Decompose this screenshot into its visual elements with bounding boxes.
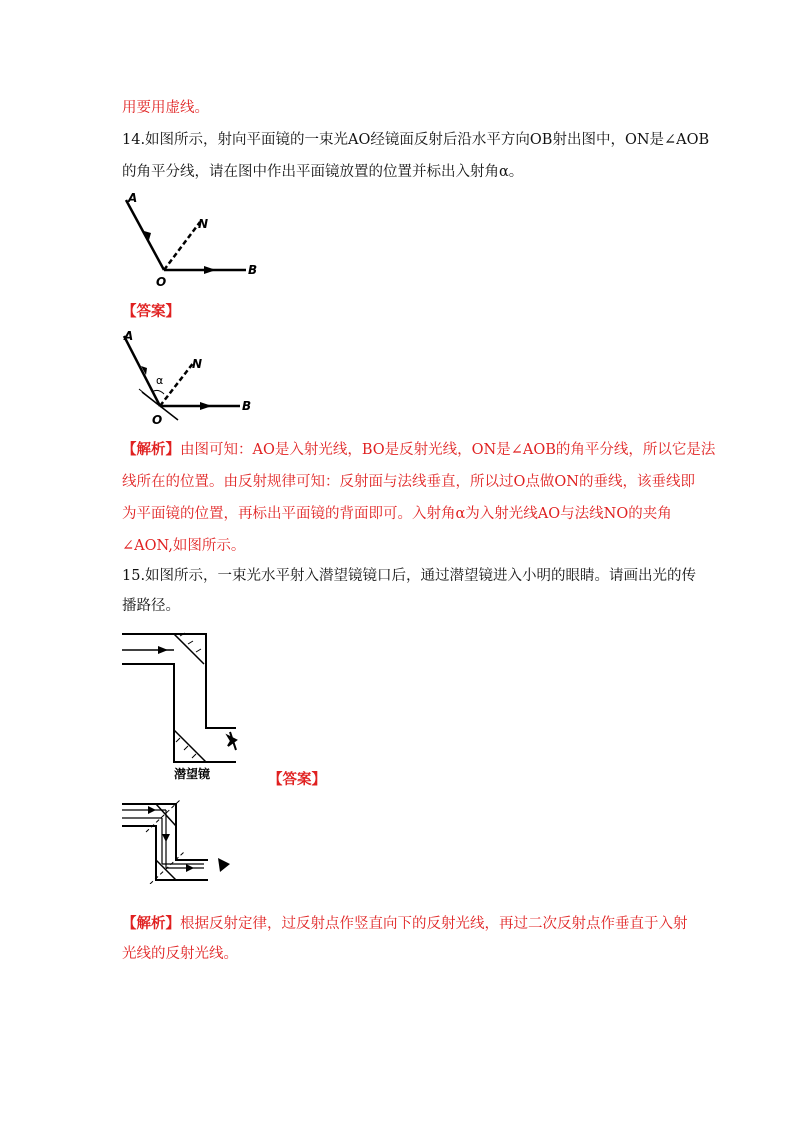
analysis-tag: 【解析】 <box>122 441 180 458</box>
analysis-14-line-3: 为平面镜的位置，再标出平面镜的背面即可。入射角α为入射光线AO与法线NO的夹角 <box>122 506 672 522</box>
label-a: A <box>124 329 134 343</box>
mirror-back-hatch <box>139 389 163 408</box>
analysis-14-line-1 <box>122 440 715 460</box>
analysis-14-line-2: 线所在的位置。由反射规律可知：反射面与法线垂直，所以过O点做ON的垂线，该垂线即 <box>122 474 695 490</box>
continued-answer-text: 用要用虚线。 <box>122 100 209 116</box>
label-n: N <box>192 357 203 371</box>
analysis-14-line-4: ∠AON,如图所示。 <box>122 538 246 554</box>
question-15-line-2: 播路径。 <box>122 598 180 614</box>
analysis-15-line-2: 光线的反射光线。 <box>122 946 238 962</box>
reflected-arrow-icon <box>200 402 212 410</box>
ray-arrow-icon <box>162 834 170 842</box>
analysis-tag: 【解析】 <box>122 915 180 932</box>
periscope-figure <box>118 628 258 782</box>
incident-ray-ao <box>124 336 160 406</box>
q14-answer-figure <box>112 326 262 426</box>
incident-ray-ao <box>126 200 164 270</box>
normal-on <box>160 362 194 406</box>
eye-icon <box>228 732 236 750</box>
label-b: B <box>242 399 252 413</box>
analysis-15-line-1 <box>122 914 688 934</box>
label-o: O <box>152 413 163 426</box>
eye-icon <box>218 858 230 872</box>
q14-reflection-figure <box>118 190 268 290</box>
periscope-answer-figure <box>118 796 248 884</box>
periscope-inner-wall <box>122 664 236 762</box>
question-14-line-2: 的角平分线，请在图中作出平面镜放置的位置并标出入射角α。 <box>122 164 524 180</box>
analysis-text: 由图可知：AO是入射光线，BO是反射光线，ON是∠AOB的角平分线，所以它是法 <box>180 442 716 458</box>
top-mirror <box>174 634 204 664</box>
bisector-on <box>164 222 200 270</box>
periscope-outer-wall <box>122 634 236 728</box>
ray-arrow-icon <box>158 646 168 654</box>
ray-arrow-icon <box>148 806 156 814</box>
answer-label-15: 【答案】 <box>268 771 326 788</box>
label-alpha: α <box>156 374 164 387</box>
label-o: O <box>156 275 167 289</box>
periscope-outer-wall <box>122 804 208 860</box>
question-15-line-1: 15.如图所示，一束光水平射入潜望镜镜口后，通过潜望镜进入小明的眼睛。请画出光的传 <box>122 568 697 584</box>
question-14-line-1: 14.如图所示，射向平面镜的一束光AO经镜面反射后沿水平方向OB射出图中，ON是∠AOB <box>122 132 710 148</box>
label-a: A <box>128 191 138 205</box>
label-n: N <box>198 217 209 231</box>
bottom-mirror <box>174 730 206 762</box>
ray-arrow-icon <box>186 864 194 872</box>
figure-caption: 潜望镜 <box>174 767 211 781</box>
answer-label-14: 【答案】 <box>122 303 180 320</box>
label-b: B <box>248 263 258 277</box>
reflected-arrow-icon <box>204 266 216 274</box>
analysis-text: 根据反射定律，过反射点作竖直向下的反射光线，再过二次反射点作垂直于入射 <box>180 916 688 932</box>
